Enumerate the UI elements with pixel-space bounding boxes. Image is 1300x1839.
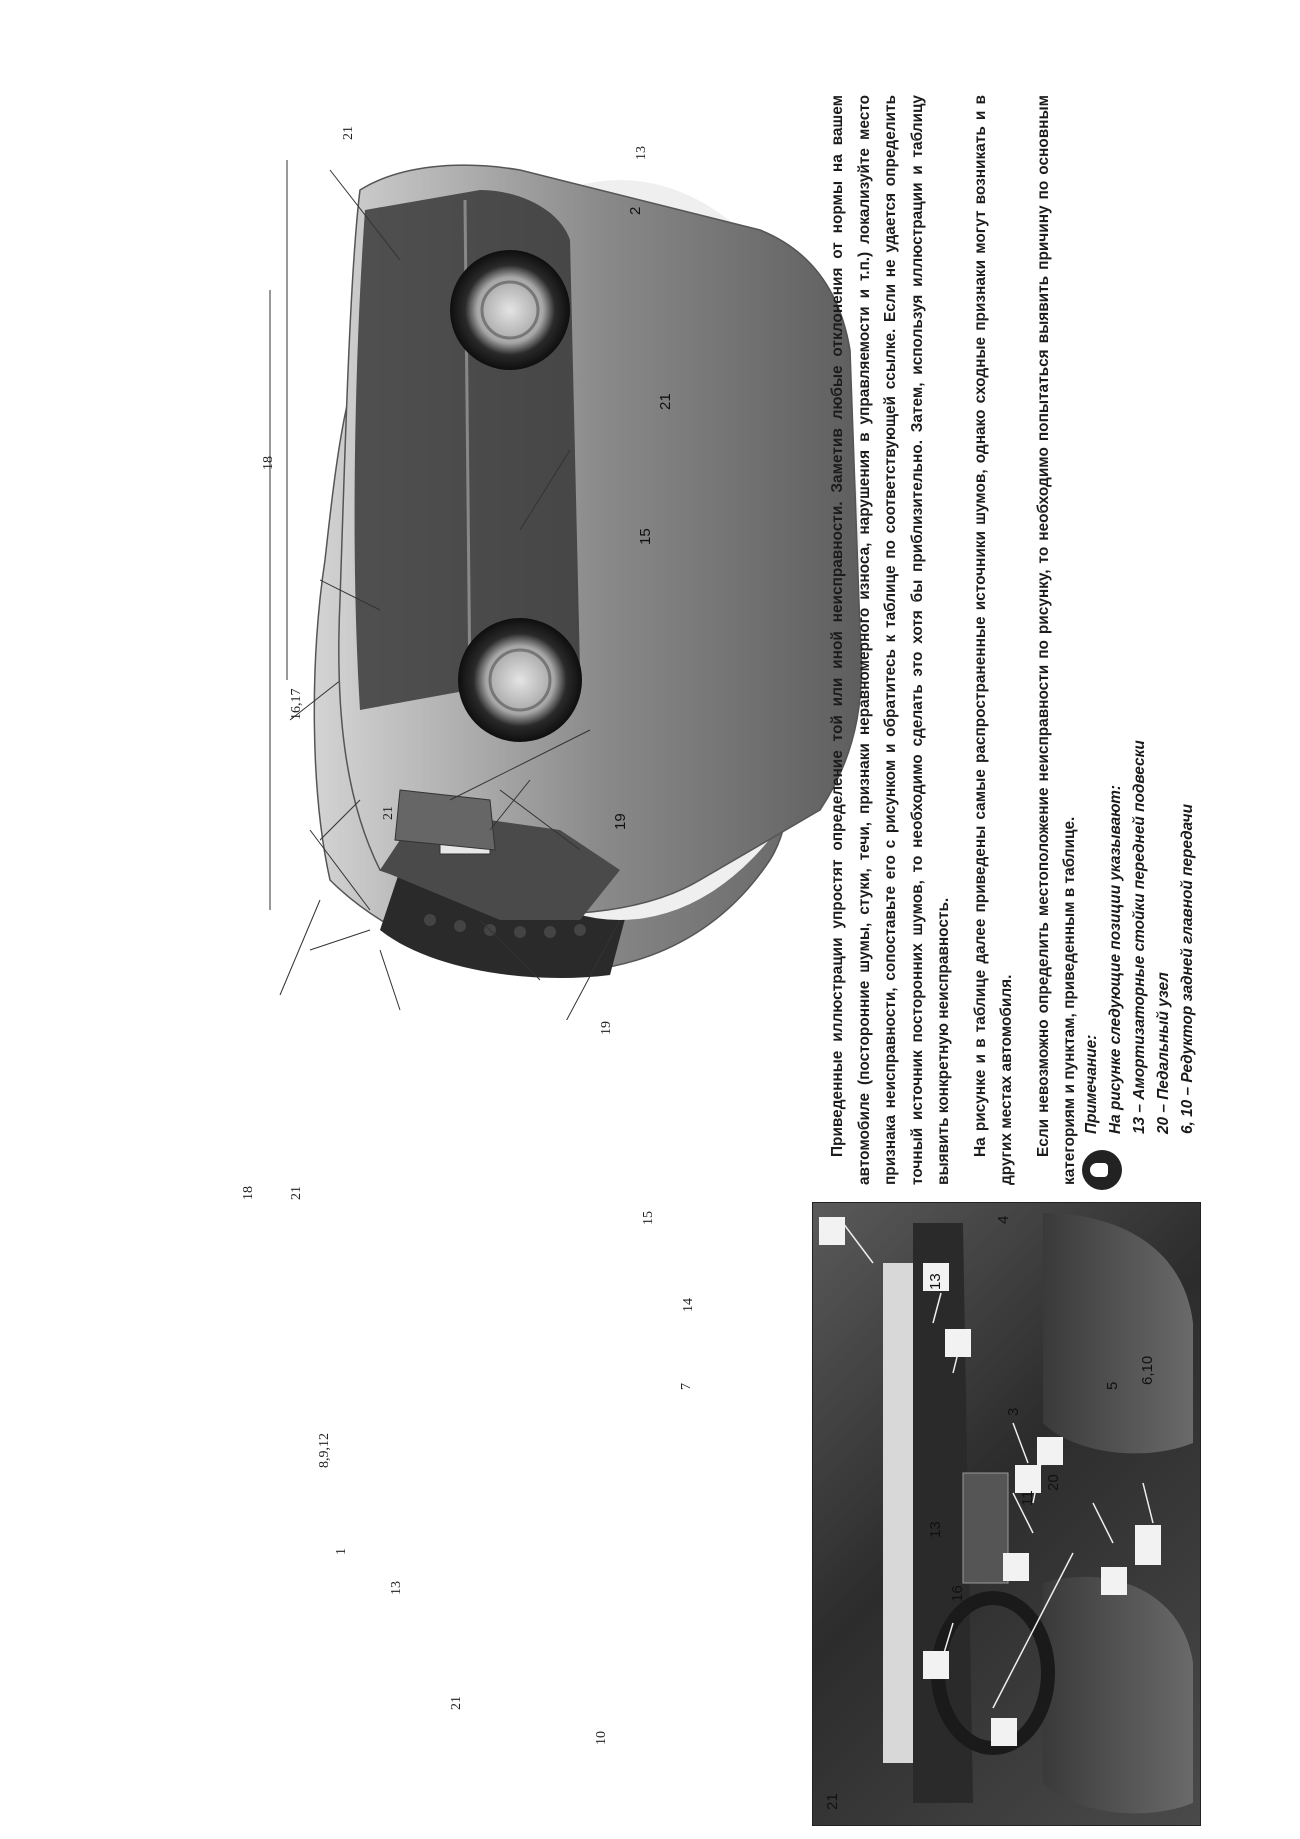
paragraph-1: Приведенные иллюстрации упростят определение той или иной неисправности. Заметив любые отклонения от нормы на вашем автомобиле (посторонние шумы, стуки, течи, признаки неравномерного износа, нарушения в управляемости и т.п.) локализуйте место признака неисправности, сопоставьте его с рисунком и обратитесь к таблице по соответствующей ссылке. Если не удается определить точный источник посторонних шумов, то необходимо сделать это хотя бы приблизительно. Затем, используя иллюстрации и таблицу выявить конкретную неисправность. <box>829 95 952 1185</box>
callout-5: 5 <box>1104 1381 1121 1390</box>
paragraph-3: Если невозможно определить местоположение неисправности по рисунку, то необходимо попытаться выявить причину по основным категориям и пунктам, приведенным в таблице. <box>1034 95 1078 1185</box>
callout-13: 13 <box>927 1273 944 1290</box>
callout-14: 14 <box>681 1298 696 1312</box>
note-item: 6, 10 – Редуктор задней главной передачи <box>1179 803 1196 1134</box>
lightbulb-icon <box>1082 1150 1122 1190</box>
callout-6-10: 6,10 <box>1139 1355 1156 1385</box>
callout-21: 21 <box>381 806 396 820</box>
callout-18: 18 <box>241 1186 256 1200</box>
callout-13: 13 <box>927 1521 944 1538</box>
callout-8-9-12: 8,9,12 <box>317 1433 332 1468</box>
callout-1: 1 <box>334 1548 349 1555</box>
paragraph-2: На рисунке и в таблице далее приведены самые распространенные источники шумов, однако сходные признаки могут возникать и в других местах автомобиля. <box>971 95 1015 1185</box>
note-item: 13 – Амортизаторные стойки передней подвески <box>1131 740 1148 1134</box>
callout-2: 2 <box>627 206 644 215</box>
note-item: 20 – Педальный узел <box>1155 972 1172 1134</box>
text-column <box>825 95 1085 1185</box>
callout-21: 21 <box>289 1186 304 1200</box>
callout-21: 21 <box>449 1696 464 1710</box>
callout-20: 20 <box>1045 1474 1062 1491</box>
callout-13: 13 <box>389 1581 404 1595</box>
callout-16: 16 <box>949 1585 966 1602</box>
callout-19: 19 <box>599 1021 614 1035</box>
callout-16-17: 16,17 <box>289 688 304 720</box>
note-block <box>1080 730 1300 1190</box>
callout-13: 13 <box>634 146 649 160</box>
callout-15: 15 <box>637 528 654 545</box>
note-title: Примечание: <box>1083 1034 1100 1134</box>
callout-19: 19 <box>612 813 629 830</box>
callout-4: 4 <box>995 1215 1012 1224</box>
callout-10: 10 <box>594 1731 609 1745</box>
callout-18: 18 <box>261 456 276 470</box>
callout-21: 21 <box>824 1793 841 1810</box>
callout-21: 21 <box>341 126 356 140</box>
callout-21: 21 <box>657 393 674 410</box>
callout-3: 3 <box>1005 1407 1022 1416</box>
callout-15: 15 <box>641 1211 656 1225</box>
note-intro: На рисунке следующие позиции указывают: <box>1107 784 1124 1134</box>
callout-11: 11 <box>1019 1490 1036 1506</box>
callout-7: 7 <box>679 1383 694 1390</box>
